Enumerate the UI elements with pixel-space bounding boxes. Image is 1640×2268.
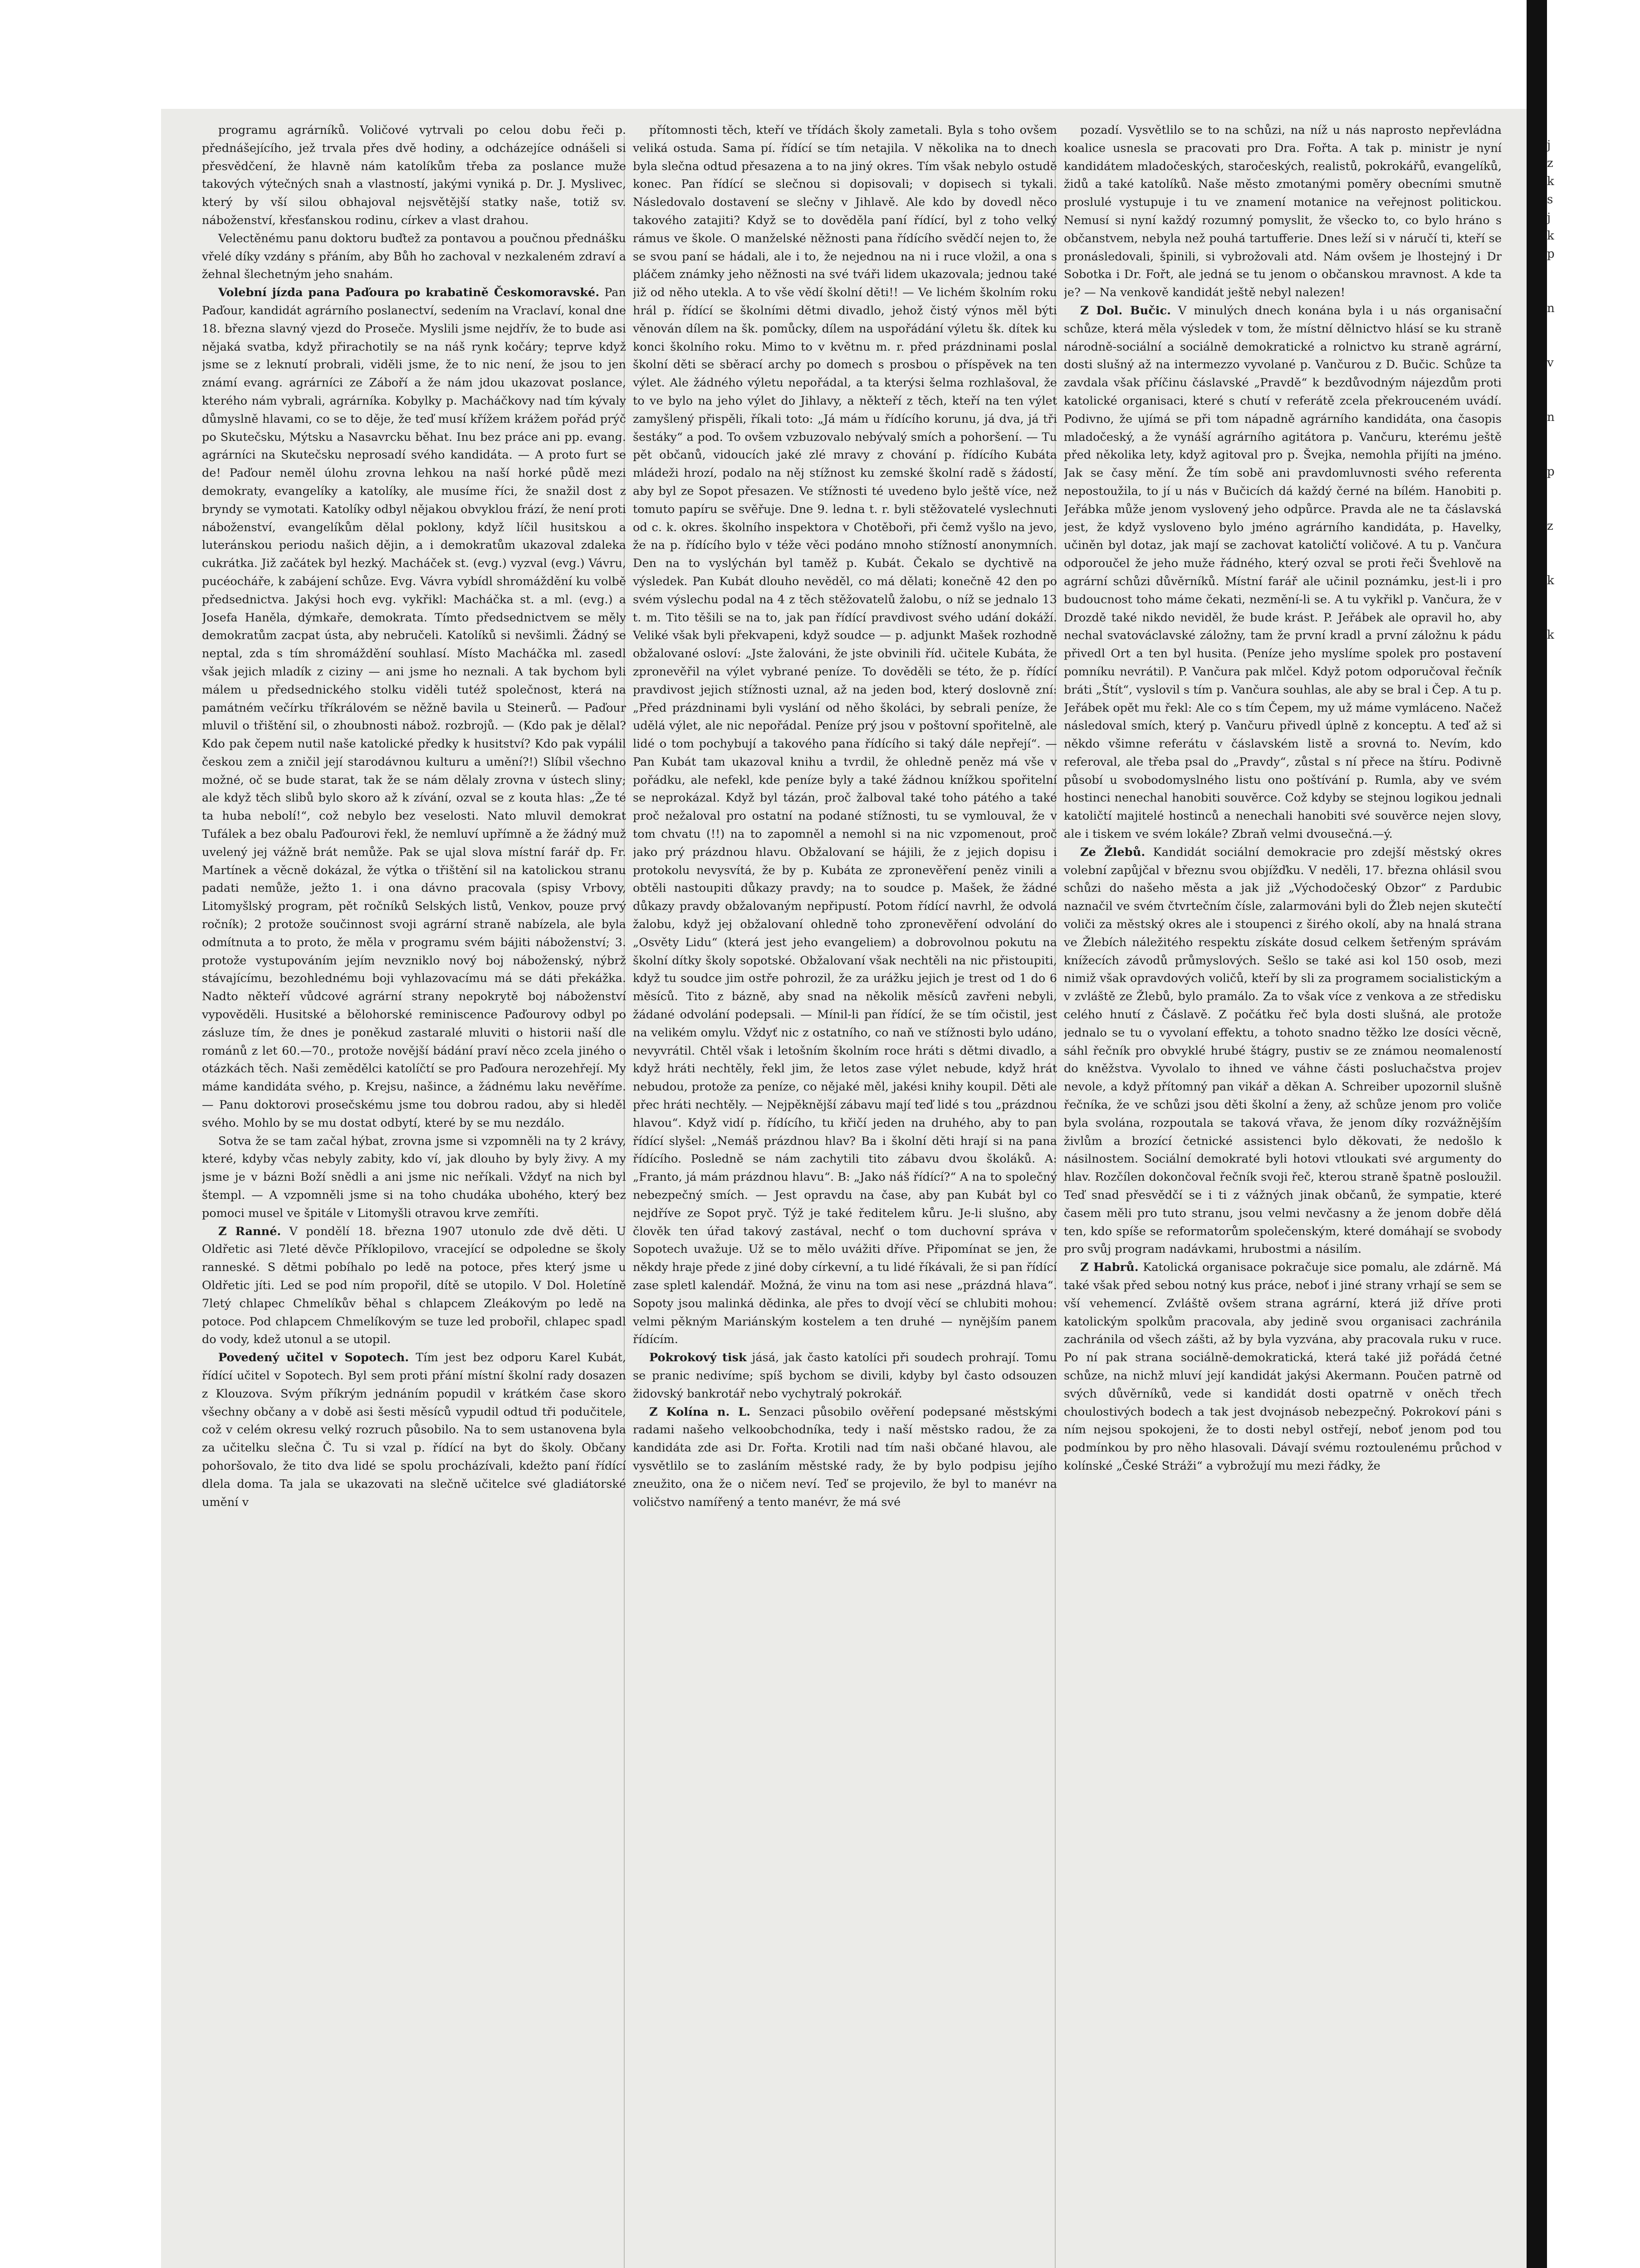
fragment-letter: k [1547,574,1554,587]
article-column-3 [1064,122,1502,2268]
article-paragraph: přítomnosti těch, kteří ve třídách školy zametali. Byla s toho ovšem veliká ostuda. Sama pí. řídící se tím netajila. V několika na to dnech byla slečna odtud přesazena a to na jiný okres. Tím však nebylo ostudě konec. Pan řídící se slečnou si dopisovali; v dopisech si tykali. Následovalo dostavení se slečny v Jihlavě. Ale kdo by dovedl něco takového zatajiti? Když se to dověděla paní řídící, byl z toho velký rámus ve škole. O manželské něžnosti pana řídícího svědčí nejen to, že se svou paní se hádali, ale i to, že nejednou na ni i ruce vložil, a ona s pláčem známky jeho něžnosti na své tváři lidem ukazovala; jednou také již od něho utekla. A to vše vědí školní děti!! — Ve lichém školním roku hrál p. řídící se školními dětmi divadlo, jehož čistý výnos měl býti věnován dílem na šk. pomůcky, dílem na uspořádání výletu šk. dítek ku konci školního roku. Mimo to v květnu m. r. před prázdninami poslal školní děti se sběrací archy po domech s prosbou o příspěvek na ten výlet. Ale žádného výletu nepořádal, a ta kterýsi šelma rozhlašoval, že to ve bylo na jeho výlet do Jihlavy, a někteří z těch, kteří na ten výlet zamyšlený přispěli, říkali toto: „Já mám u řídícího korunu, já dva, já tři šestáky“ a pod. To ovšem vzbuzovalo nebývalý smích a pohoršení. — Tu pět občanů, vidoucích jaké zlé mravy z chování p. řídícího Kubáta mládeži hrozí, podalo na něj stížnost ku zemské školní radě s žádostí, aby byl ze Sopot přesazen. Ve stížnosti té uvedeno bylo ještě více, než tomuto papíru se svěřuje. Dne 9. ledna t. r. byli stěžovatelé vyslechnuti od c. k. okres. školního inspektora v Chotěboři, při čemž vyšlo na jevo, že na p. řídícího bylo v téže věci podáno mnoho stížností anonymních. Den na to vyslýchán byl taměž p. Kubát. Čekalo se dychtivě na výsledek. Pan Kubát dlouho nevěděl, co má dělati; konečně 42 den po svém výslechu podal na 4 z těch stěžovatelů žalobu, o níž se jednalo 13 t. m. Tito těšili se na to, jak pan řídící pravdivost svého udání dokáží. Veliké však byli překvapeni, když soudce — p. adjunkt Mašek rozhodně obžalované osloví: „Jste žalováni, že jste obvinili říd. učitele Kubáta, že zpronevěřil na výlet vybrané peníze. To dověděli se této, že p. řídící pravdivost jejich stížnosti uznal, až na jeden bod, který doslovně zní: „Před prázdninami byli vyslání od něho školáci, by sebrali peníze, že udělá výlet, ale nic nepořádal. Peníze prý jsou v poštovní spořitelně, ale lidé o tom pochybují a takového pana řídícího si taký dále nepřejí“. — Pan Kubát tam ukazoval knihu a tvrdil, že ohledně peněz má vše v pořádku, ale nefekl, kde peníze byly a také žádnou knížkou spořitelní se neprokázal. Když byl tázán, proč žalboval také toho pátého a také proč nežaloval pro ostatní na podané stížnosti, tu se vymlouval, že v tom chvatu (!!) na to zapomněl a nemohl si na nic vzpomenout, proč jako prý prázdnou hlavu. Obžalovaní se hájili, že z jejich dopisu i protokolu nevysvítá, že by p. Kubáta ze zpronevěření peněz vinili a obtěli nastoupiti důkazy pravdy; na to soudce p. Mašek, že žádné důkazy pravdy obžalovaným nepřipustí. Potom řídící navrhl, že odvolá žalobu, když jej obžalovaní ohledně toho zpronevěření odvolání do „Osvěty Lidu“ (která jest jeho evangeliem) a dobrovolnou pokutu na školní dítky školy sopotské. Obžalovaní však nechtěli na nic přistoupiti, když tu soudce jim ostře pohrozil, že za urážku jejich je trest od 1 do 6 měsíců. Tito z bázně, aby snad na několik měsíců zavřeni nebyli, žádané odvolání podepsali. — Mínil-li pan řídící, že se tím očistil, jest na velikém omylu. Vždyť nic z ostatního, co naň ve stížnosti bylo udáno, nevyvrátil. Chtěl však i letošním školním roce hráti s dětmi divadlo, a když hráti nechtěly, řekl jim, že letos zase výlet nebude, když hrát nebudou, protože za peníze, co nějaké měl, jakési knihy koupil. Děti ale přec hráti nechtěly. — Nejpěknější zábavu mají teď lidé s tou „prázdnou hlavou“. Když vidí p. řídícího, tu křičí jeden na druhého, aby to pan řídící slyšel: „Nemáš prázdnou hlav? Ba i školní děti hrají si na pana řídícího. Posledně se nám zachytili tito zábavu dvou školáků. A: „Franto, já mám prázdnou hlavu“. B: „Jako náš řídící?“ A na to společný nebezpečný smích. — Jest opravdu na čase, aby pan Kubát byl co nejdříve ze Sopot pryč. Týž je také ředitelem kůru. Je-li slušno, aby člověk ten úřad takový zastával, nechť o tom duchovní správa v Sopotech uvažuje. Už se to mělo uvážiti dříve. Připomínat se jen, že někdy hraje přede z jiné doby církevní, a tu lidé říkávali, že si pan řídící zase spletl kalendář. Možná, že vinu na tom asi nese „prázdná hlava“. Sopoty jsou malinká dědinka, ale přes to dvojí věcí se chlubiti mohou: velmi pěkným Mariánským kostelem a ten druhé — nynějším panem řídícím. [633,123,1057,1347]
article-paragraph: jásá, jak často katolíci při soudech prohrají. Tomu se pranic nedivíme; spíš bychom se divili, kdyby byl často odsouzen židovský bankrotář nebo vychytralý pokrokář. [633,1351,1057,1401]
adjacent-page-fragment [1547,136,1633,2268]
article-paragraph: Kandidát sociální demokracie pro zdejší městský okres volební zapůjčal v březnu svou objížďku. V neděli, 17. března ohlásil svou schůzi do našeho města a jak již „Východočeský Obzor“ z Pardubic naznačil ve svém čtvrtečním čísle, zalarmováni byli do Žleb nejen skutečtí voliči za městský okres ale i stoupenci z širého okolí, aby na hnalá strana ve Žlebích náležitého respektu získáte dosud celkem šetřeným správám knížecích závodů průmyslových. Sešlo se také asi kol 150 osob, mezi nimiž však opravdových voličů, kteří by sli za programem socialistickým a v zvláště ze Žlebů, bylo pramálo. Za to však více z venkova a ze středisku celého hnutí z Čáslavě. Z počátku řeč byla dosti slušná, ale protože jednalo se tu o vyvolaní effektu, a tohoto snadno těžko lze dosíci věcně, sáhl řečník pro obvyklé hrubé štágry, pustiv se ze známou neomaleností do kněžstva. Vyvolalo to ihned ve váhne části posluchačstva projev nevole, a když přítomný pan vikář a děkan A. Schreiber upozornil slušně řečníka, že ve schůzi jsou děti školní a ženy, až schůze jenom pro voliče byla svolána, rozpoutala se taková vřava, že jenom díky rozvážnějším živlům a brozící četnické assistenci bylo děkovati, že nedošlo k násilnostem. Sociální demokraté byli hotovi vtloukati své argumenty do hlav. Rozčílen dokončoval řečník svoji řeč, kterou straně špatně posloužil. Teď snad přesvědčí se i ti z vážných jinak občanů, že sympatie, které časem měli pro tuto stranu, jsou velmi nevčasny a že jenom dobře dělá ten, kdo spíše se reformatorům společenským, které domáhají se svobody pro svůj program nadávkami, hrubostmi a násilím. [1064,845,1502,1256]
article-headline: Z Dol. Bučic. [1080,303,1171,318]
fragment-letter [1547,426,1633,445]
article-paragraph: Velectěnému panu doktoru buďtež za pontavou a poučnou přednášku vřelé díky vzdány s přáním, aby Bůh ho zachoval v nezkaleném zdraví a žehnal šlechetným jeho snahám. [202,231,626,282]
fragment-letter [1547,281,1633,299]
fragment-letter [1547,445,1633,463]
fragment-letter: p [1547,247,1555,261]
article-headline: Pokrokový tisk [649,1351,747,1365]
fragment-letter [1547,336,1633,354]
article-headline: Z Ranné. [218,1224,281,1238]
article-paragraph: Katolická organisace pokračuje sice pomalu, ale zdárně. Má také však před sebou notný kus práce, neboť i jiné strany vrhají se sem se vší vehemencí. Zvláště ovšem strana agrární, která již dříve proti katolickým spolkům pracovala, aby jedině svou organisaci zachránila zachránila od všech zášti, až by byla vyzvána, aby pracovala ruku v ruce. Po ní pak strana sociálně-demokratická, která také již pořádá četné schůze, na nichž mluví její kandidát jakýsi Akermann. Poučen patrně od svých důvěrníků, vede si kandidát dosti opatrně v oněch třech choulostivých bodech a tak jest dvojnásob nebezpečný. Pokrokoví páni s ním nejsou spokojeni, že to dosti nebyl ostřejí, neboť jenom pod tou podmínkou by pro něho hlasovali. Dávají svému roztoulenému průchod v kolínské „České Stráži“ a vybrožují mu mezi řádky, že [1064,1261,1502,1473]
fragment-letter [1547,318,1633,336]
fragment-letter [1547,553,1633,572]
fragment-letter [1547,372,1633,390]
fragment-letter [1547,390,1633,408]
article-paragraph: programu agrárníků. Voličové vytrvali po celou dobu řeči p. přednášejícího, jež trvala přes dvě hodiny, a odcházejíce odnášeli si přesvědčení, že hlavně nám katolíkům třeba za poslance muže takových výtečných snah a vlastností, jakými vyniká p. Dr. J. Myslivec, který by vší silou obhajoval nejsvětější statky naše, totiž sv. náboženství, křesťanskou rodinu, církev a vlast drahou. [202,123,626,227]
fragment-letter [1547,499,1633,517]
fragment-letter [1547,263,1633,281]
article-paragraph: Tím jest bez odporu Karel Kubát, řídící učitel v Sopotech. Byl sem proti přání místní školní rady dosazen z Klouzova. Svým příkrým jednáním popudil v krátkém čase skoro všechny občany a v době asi šesti měsíců vypudil odtud tři podučitele, což v celém okresu velký rozruch působilo. Na to sem ustanovena byla za učitelku slečna Č. Tu si vzal p. řídící na byt do školy. Občany pohoršovalo, že tito dva lidé se spolu procházívali, kdežto paní řídící dlela doma. Ta jala se ukazovati na slečně učitelce své gladiátorské umění v [202,1351,626,1509]
article-headline: Ze Žlebů. [1080,845,1146,859]
fragment-letter: j [1547,138,1551,152]
newspaper-page [161,109,1527,2268]
article-paragraph: Senzaci působilo ověření podepsané městskými radami našeho velkoobchodníka, tedy i naší městsko radou, že za kandidáta zde asi Dr. Fořta. Krotili nad tím naši občané hlavou, ale vysvětlilo se to zasláním městské rady, že by bylo podpisu jejího zneužito, ona že o ničem neví. Teď se projevilo, že byl to manévr na voličstvo namířený a tento manévr, že má své [633,1405,1057,1509]
page-edge-shadow [1527,0,1547,2268]
article-column-2 [633,122,1057,2268]
article-paragraph: Sotva že se tam začal hýbat, zrovna jsme si vzpomněli na ty 2 krávy, které, kdyby včas nebyly zabity, kdo ví, jak dlouho by byly živy. A my jsme je v bázni Boží snědli a ani jsme nic neříkali. Vždyť na nich byl štempl. — A vzpomněli jsme si na toho chudáka ubohého, který bez pomoci musel ve špitále v Litomyšli otravou krve zemříti. [202,1134,626,1220]
article-headline: Z Habrů. [1080,1261,1139,1275]
fragment-letter: p [1547,465,1555,479]
article-paragraph: pozadí. Vysvětlilo se to na schůzi, na níž u nás naprosto nepřevládna koalice usnesla se pracovati pro Dra. Fořta. A tak p. ministr je nyní kandidátem mladočeských, staročeských, realistů, pokrokářů, evangelíků, židů a také katolíků. Naše město zmotanými poměry obecními smutně proslulé vystupuje i tu ve znamení motanice na veřejnost politickou. Nemusí si nyní každý rozumný pomyslit, že všecko to, co bylo hráno s občanstvem, nebyla než pouhá tartufferie. Dnes leží si v náručí ti, kteří se pronásledovali, špinili, si vybrožovali atd. Nám ovšem je lhostejný i Dr Sobotka i Dr. Fořt, ale jedná se tu jenom o občanskou mravnost. A kde ta je? — Na venkově kandidát ještě nebyl nalezen! [1064,123,1502,300]
article-paragraph: Pan Paďour, kandidát agrárního poslanectví, sedením na Vraclaví, konal dne 18. března slavný vjezd do Proseče. Myslili jsme nejdřív, že to bude asi nějaká svatba, když přirachotily se na náš rynk kočáry; teprve když jsme se z leknutí probrali, viděli jsme, že to nic není, že jsou to jen známí evang. agrárníci ze Záboří a že nám jdou ukazovat poslance, kterého nám vybrali, agrárníka. Kobylky p. Macháčkovy nad tím kývaly důmyslně hlavami, co se to děje, že teď musí křížem krážem pořád prýč po Skutečsku, Mýtsku a Nasavrcku běhat. Inu bez práce ani pp. evang. agrárníci na Skutečsku neprosadí svého kandidáta. — A proto furt se de! Paďour neměl úlohu zrovna lehkou na naší horké půdě mezi demokraty, evangelíky a katolíky, ale musíme říci, že snažil dost z bryndy se vymotati. Katolíky odbyl nějakou obvyklou frází, že není proti náboženství, evangelíkům dělal poklony, když líčil husitskou a luteránskou periodu našich dějin, a i demokratům ukazoval zdaleka cukrátka. Již začátek byl hezký. Macháček st. (evg.) vyzval (evg.) Vávru, pucéocháře, k zabájení schůze. Evg. Vávra vybídl shromáždění ku volbě předsednictva. Jakýsi hoch evg. vykřikl: Macháčka st. a ml. (evg.) a Josefa Haněla, dýmkaře, demokrata. Tímto předsednictvem se měly demokratům zacpat ústa, aby nebručeli. Katolíků si nevšimli. Žádný se neptal, zda s tím shromáždění souhlasí. Místo Macháčka ml. zasedl však jejich mladík z ciziny — ani jsme ho neznali. A tak bychom byli málem u předsednického stolku viděli tutéž společnost, která na památném večírku tříkrálovém se něžně bavila u Steinerů. — Paďour mluvil o třištění sil, o zhoubnosti nábož. rozbrojů. — (Kdo pak je dělal? Kdo pak čepem nutil naše katolické předky k husitství? Kdo pak vypálil českou zem a zničil její starodávnou kulturu a umění?!) Slíbil všechno možné, oč se bude starat, tak že se nám dělaly zrovna v ústech sliny; ale když těch slibů bylo skoro až k zívání, ozval se z kouta hlas: „Že té ta huba nebolí!“, což nebylo bez veselosti. Nato mluvil demokrat Tufálek a bez obalu Paďourovi řekl, že nemluví upřímně a že žádný muž uvelený jej vážně brát nemůže. Pak se ujal slova místní farář dp. Fr. Martínek a věcně dokázal, že výtka o třištění sil na katolickou stranu padati nemůže, ježto 1. i ona dávno pracovala (spisy Vrbovy, Litomyšlský program, pět ročníků Selských listů, Venkov, pouze prvý ročník); 2 protože součinnost svoji agrární straně nabízela, ale byla odmítnuta a to proto, že měla v programu svém bájiti náboženství; 3. protože vystupováním jejím nevzniklo nový boj náboženský, nýbrž stávajícímu, bezohlednému boji vyhlazovacímu má se dáti překážka. Nadto někteří vůdcové agrární strany nepokrytě boj náboženství vypověděli. Husitské a bělohorské reminiscence Paďourovy odbyl po zásluze tím, že dnes je poněkud zastaralé mluviti o historii naší dle románů z let 60.—70., protože novější bádání praví něco zcela jiného o otázkách těch. Naši zemědělci katolíčtí se pro Paďoura nerozehřejí. My máme kandidáta svého, p. Krejsu, našince, a žádnému laku nevěříme. — Panu doktorovi prosečskému jsme tou dobrou radou, aby si hleděl svého. Mohlo by se mu dostat odbytí, které by se mu nezdálo. [202,286,626,1130]
fragment-letter: v [1547,356,1554,370]
article-headline: Povedený učitel v Sopotech. [218,1351,409,1365]
fragment-letter: z [1547,156,1553,170]
fragment-letter: n [1547,302,1555,315]
fragment-letter: k [1547,175,1554,188]
article-headline: Volební jízda pana Paďoura po krabatině Českomoravské. [218,286,600,300]
fragment-letter: z [1547,519,1553,533]
fragment-letter: n [1547,411,1555,424]
fragment-letter [1547,608,1633,626]
article-paragraph: V pondělí 18. března 1907 utonulo zde dvě děti. U Oldřetic asi 7leté děvče Příklopilovo, vracející se odpoledne se školy ranneské. S dětmi pobíhalo po ledě na potoce, přes který jsme u Oldřetic jíti. Led se pod ním propořil, dítě se utopilo. V Dol. Holetíně 7letý chlapec Chmelíkův běhal s chlapcem Zleákovým po ledě na potoce. Pod chlapcem Chmelíkovým se tuze led probořil, chlapec spadl do vody, kdež utonul a se utopil. [202,1224,626,1347]
fragment-letter: k [1547,229,1554,243]
fragment-letter: k [1547,628,1554,642]
fragment-letter [1547,481,1633,499]
fragment-letter: j [1547,211,1551,225]
article-headline: Z Kolína n. L. [649,1405,751,1419]
fragment-letter [1547,590,1633,608]
fragment-letter: s [1547,193,1553,206]
article-paragraph: V minulých dnech konána byla i u nás organisační schůze, která měla výsledek v tom, že místní dělnictvo hlásí se ku straně národně-sociální a sociálně demokratické a rolnictvo ku straně agrární, dosti slušný až na intermezzo vyvolané p. Vančurou z D. Bučic. Schůze ta zavdala však příčinu čáslavské „Pravdě“ k bezdůvodným nájezdům proti katolické organisaci, které s chutí v referátě zcela překrouceném uvádí. Podivno, že ujímá se při tom nápadně agrárního kandidáta, ona časopis mladočeský, a že vynáší agrárního agitátora p. Vančuru, kterému ještě před několika lety, když agitoval pro p. Švejka, nemohla přijíti na jméno. Jak se časy mění. Že tím sobě ani pravdomluvnosti svého referenta nepostoužila, to jí u nás v Bučicích dá každý černé na bílém. Hanobiti p. Jeřábka může jenom vyslovený jeho odpůrce. Pravda ale ne ta čáslavská jest, že když vysloveno bylo jméno agrárního kandidáta, p. Havelky, učiněn byl dotaz, jak mají se zachovat katoličtí voličové. A tu p. Vančura odporoučel že jeho muže řádného, který ozval se proti řeči Švehlově na agrární schůzi důvěrníků. Místní farář ale učinil poznámku, jest-li i pro budoucnost toho máme čekati, nezmění-li se. A tu vykřikl p. Vančura, že v Drozdě také nikdo neviděl, že bude krást. P. Jeřábek ale opravil ho, aby nechal svatováclavské záložny, tam že první kradl a první záložnu k pádu přivedl Ort a ten byl husita. (Peníze jeho myslíme spolek pro postavení pomníku nevrátil). P. Vančura pak mlčel. Když potom odporučoval řečník bráti „Štít“, vyslovil s tím p. Vančura souhlas, ale aby se bral i Čep. A tu p. Jeřábek opět mu řekl: Ale co s tím Čepem, my už máme vymláceno. Načež následoval smích, který p. Vančuru přivedl úplně z konceptu. A teď až si někdo všimne referátu v čáslavském listě a srovná to. Nevím, kdo referoval, ale třeba psal do „Pravdy“, zůstal s ní přece na štíru. Podivně působí u svobodomyslného listu ono poštívání p. Rumla, aby ve svém hostinci nenechal hanobiti souvěrce. Což kdyby se stejnou logikou jednali katoličtí majitelé hostinců a nenechali hanobiti své souvěrce nejen slovy, ale i tiskem ve svém lokále? Zbraň velmi dvousečná.—ý. [1064,303,1502,841]
article-column-1 [202,122,626,2268]
fragment-letter [1547,535,1633,553]
